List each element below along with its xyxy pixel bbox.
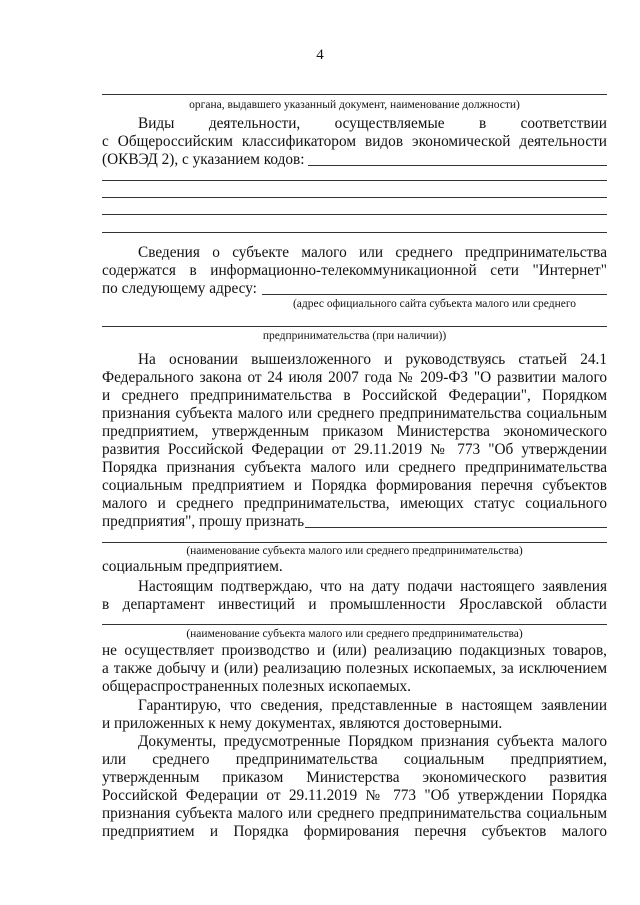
okved-line-3: (ОКВЭД 2), с указанием кодов: [102,151,305,168]
fill-line [305,527,607,528]
fill-line [102,197,607,198]
not-engaged-line-2: а также добычу и (или) реализацию полезных ископаемых, за исключением [102,660,607,677]
fill-line [308,165,607,166]
okved-line-1: Виды деятельности, осуществляемые в соответствии [138,115,607,132]
documents-line-2: или среднего предпринимательства социальным предприятием, [102,751,607,768]
guarantee-line-2: и приложенных к нему документах, являются достоверными. [102,715,503,732]
not-engaged-line-3: общераспространенных полезных ископаемых. [102,678,411,695]
fill-line [102,94,607,95]
caption-organ: органа, выдавшего указанный документ, наименование должности) [189,99,520,111]
documents-line-1: Документы, предусмотренные Порядком признания субъекта малого [138,733,607,750]
basis-line-1: На основании вышеизложенного и руководствуясь статьей 24.1 [138,351,607,368]
caption-site-2: предпринимательства (при наличии)) [262,330,447,342]
fill-line [102,214,607,215]
guarantee-line-1: Гарантирую, что сведения, представленные в настоящем заявлении [138,697,607,714]
fill-line [102,232,607,233]
not-engaged-line-1: не осуществляет производство и (или) реализацию подакцизных товаров, [102,642,607,659]
documents-line-4: Российской Федерации от 29.11.2019 № 773 "Об утверждении Порядка [102,787,607,804]
website-line-2: содержатся в информационно-телекоммуникационной сети "Интернет" [102,262,607,279]
basis-line-4: признания субъекта малого или среднего предпринимательства социальным [102,405,607,422]
basis-line-9: малого и среднего предпринимательства, имеющих статус социального [102,495,607,512]
documents-line-3: утвержденным приказом Министерства экономического развития [102,769,607,786]
social-enterprise-text: социальным предприятием. [102,558,283,575]
basis-line-10: предприятия", прошу признать [102,513,305,530]
page-number: 4 [316,47,324,63]
caption-site-1: (адрес официального сайта субъекта малого или среднего [292,298,577,310]
website-line-1: Сведения о субъекте малого или среднего предпринимательства [138,244,607,261]
basis-line-6: развития Российской Федерации от 29.11.2019 № 773 "Об утверждении [102,441,607,458]
confirm-line-1: Настоящим подтверждаю, что на дату подачи настоящего заявления [138,578,607,595]
basis-line-7: Порядка признания субъекта малого или среднего предпринимательства [102,459,607,476]
caption-subject: (наименование субъекта малого или среднего предпринимательства) [186,545,523,557]
fill-line [102,326,607,327]
website-line-3: по следующему адресу: [102,280,257,297]
fill-line [102,542,607,543]
fill-line [102,180,607,181]
basis-line-2: Федерального закона от 24 июля 2007 года № 209-ФЗ "О развитии малого [102,369,607,386]
basis-line-3: и среднего предпринимательства в Российской Федерации", Порядком [102,387,607,404]
fill-line [262,294,607,295]
documents-line-5: признания субъекта малого или среднего предпринимательства социальным [102,805,607,822]
basis-line-5: предприятием, утвержденным приказом Министерства экономического [102,423,607,440]
caption-subject-2: (наименование субъекта малого или среднего предпринимательства) [186,628,523,640]
confirm-line-2: в департамент инвестиций и промышленности Ярославской области [102,596,607,613]
okved-line-2: с Общероссийским классификатором видов экономической деятельности [102,133,607,150]
documents-line-6: предприятием и Порядка формирования перечня субъектов малого [102,823,607,840]
basis-line-8: социальным предприятием и Порядка формирования перечня субъектов [102,477,607,494]
fill-line [102,624,607,625]
